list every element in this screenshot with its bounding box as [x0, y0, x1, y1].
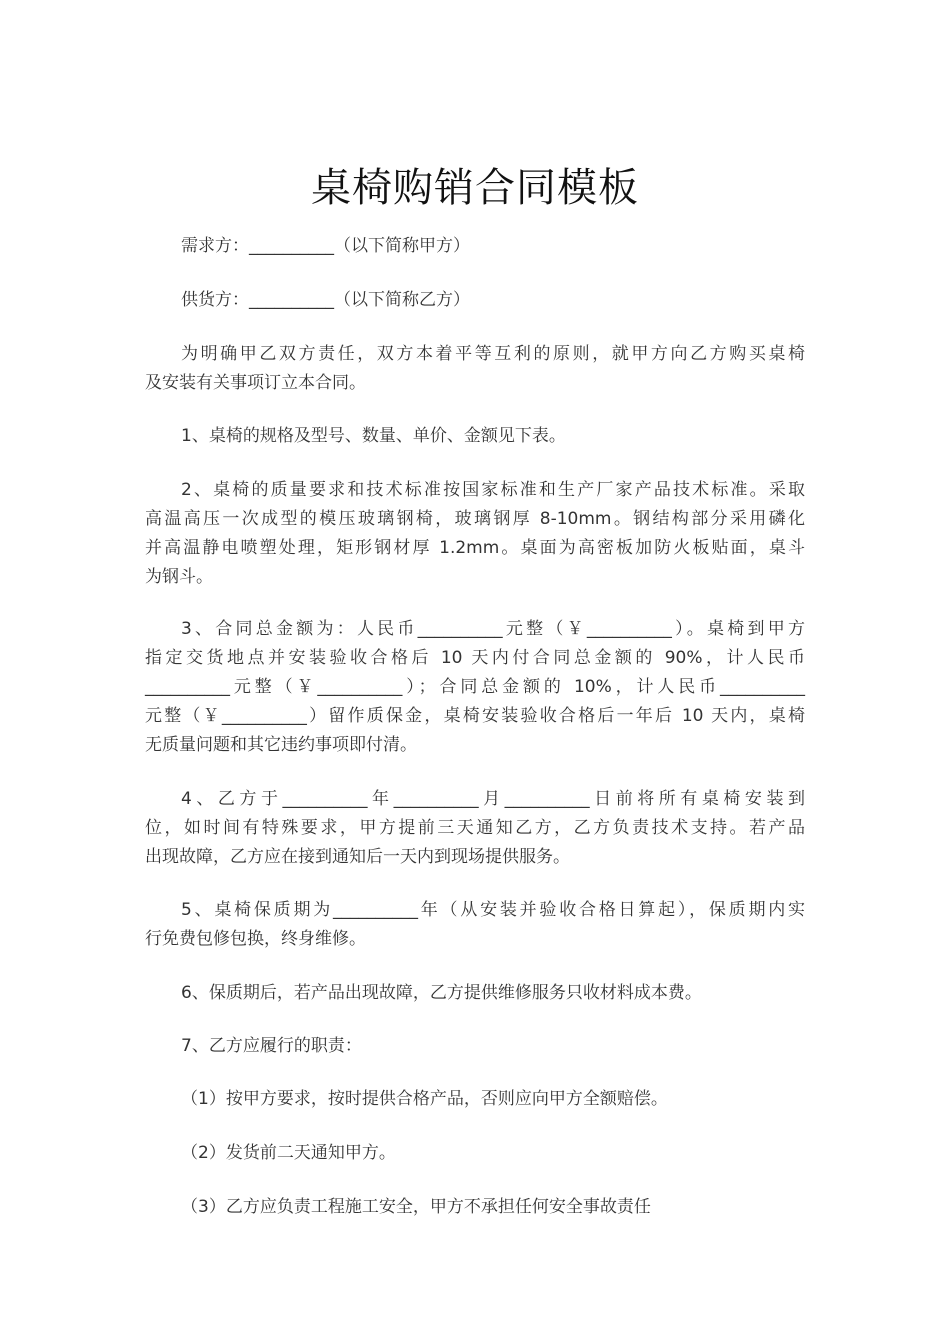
- text-line: 3、合同总金额为：人民币__________元整（￥__________）。桌椅到甲方: [181, 619, 805, 639]
- text-line: 2、桌椅的质量要求和技术标准按国家标准和生产厂家产品技术标准。采取: [181, 480, 805, 500]
- paragraph-clause-4: [145, 785, 805, 872]
- paragraph-duty-2: [145, 1139, 805, 1168]
- paragraph-clause-6: [145, 979, 805, 1008]
- text-line: 为钢斗。: [145, 567, 213, 587]
- text-line: 5、桌椅保质期为__________年（从安装并验收合格日算起），保质期内实: [181, 900, 805, 920]
- paragraph-clause-2: [145, 476, 805, 592]
- text-line: 指定交货地点并安装验收合格后 10 天内付合同总金额的 90%，计人民币: [145, 648, 805, 668]
- text-line: __________元整（￥__________）；合同总金额的 10%，计人民币__________: [145, 677, 805, 697]
- text-line: 出现故障，乙方应在接到通知后一天内到现场提供服务。: [145, 847, 570, 867]
- paragraph-clause-1: [145, 422, 805, 451]
- paragraph-clause-3: [145, 615, 805, 760]
- text-line: 1、桌椅的规格及型号、数量、单价、金额见下表。: [181, 426, 566, 446]
- paragraph-clause-7: [145, 1032, 805, 1061]
- text-line: 行免费包修包换，终身维修。: [145, 929, 366, 949]
- paragraph-supplier: [145, 286, 805, 315]
- text-line: 4、乙方于__________年__________月__________日前将所有桌椅安装到: [181, 789, 805, 809]
- text-line: （3）乙方应负责工程施工安全，甲方不承担任何安全事故责任: [181, 1197, 651, 1217]
- text-line: 7、乙方应履行的职责：: [181, 1036, 362, 1056]
- text-line: 无质量问题和其它违约事项即付清。: [145, 735, 417, 755]
- text-line: 6、保质期后，若产品出现故障，乙方提供维修服务只收材料成本费。: [181, 983, 702, 1003]
- text-line: 需求方：__________（以下简称甲方）: [181, 236, 470, 256]
- paragraph-buyer: [145, 232, 805, 261]
- paragraph-duty-3: [145, 1193, 805, 1222]
- text-line: 位，如时间有特殊要求，甲方提前三天通知乙方，乙方负责技术支持。若产品: [145, 818, 805, 838]
- text-line: 为明确甲乙双方责任，双方本着平等互利的原则，就甲方向乙方购买桌椅: [181, 344, 805, 364]
- document-title: 桌椅购销合同模板: [311, 165, 639, 211]
- text-line: 高温高压一次成型的模压玻璃钢椅，玻璃钢厚 8-10mm。钢结构部分采用磷化: [145, 509, 805, 529]
- text-line: 及安装有关事项订立本合同。: [145, 373, 366, 393]
- text-line: （1）按甲方要求，按时提供合格产品，否则应向甲方全额赔偿。: [181, 1089, 668, 1109]
- text-line: 元整（￥__________）留作质保金，桌椅安装验收合格后一年后 10 天内，桌椅: [145, 706, 805, 726]
- paragraph-clause-5: [145, 896, 805, 954]
- text-line: （2）发货前二天通知甲方。: [181, 1143, 396, 1163]
- text-line: 供货方：__________（以下简称乙方）: [181, 290, 470, 310]
- text-line: 并高温静电喷塑处理，矩形钢材厚 1.2mm。桌面为高密板加防火板贴面，桌斗: [145, 538, 805, 558]
- paragraph-duty-1: [145, 1085, 805, 1114]
- paragraph-intro: [145, 340, 805, 398]
